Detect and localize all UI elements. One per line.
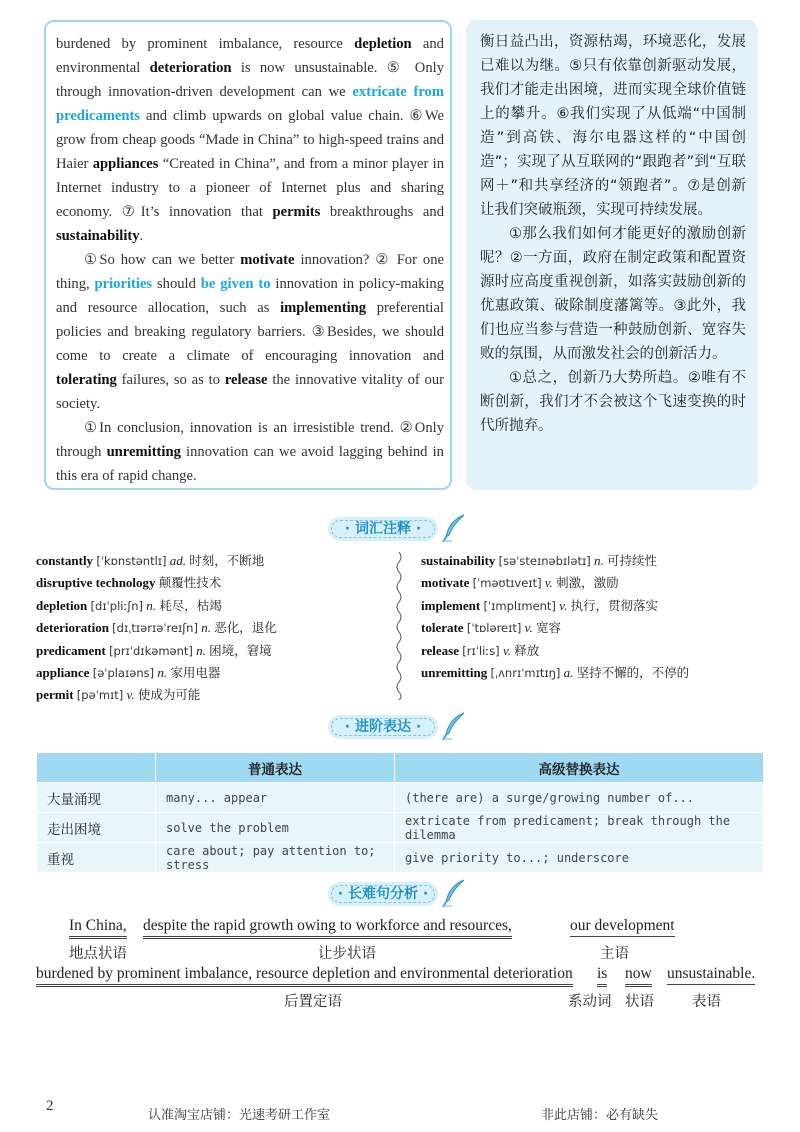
page-number: 2 — [46, 1098, 54, 1114]
vocab-part-of-speech: n. — [157, 664, 168, 680]
vocab-word: unremitting — [421, 664, 488, 680]
table-header-cell: 普通表达 — [156, 753, 395, 783]
text-run: is now unsustainable. ⑤ Only through innovation-driven development can we — [56, 60, 444, 100]
vocab-part-of-speech: a. — [563, 664, 574, 680]
table-cell: (there are) a surge/growing number of... — [395, 783, 764, 813]
vocab-meaning: 坚持不懈的，不停的 — [576, 664, 690, 680]
table-cell: many... appear — [156, 783, 395, 813]
text-run: innovation? ② For one thing, — [56, 252, 444, 292]
vocab-list-right — [421, 550, 781, 684]
table-header-cell — [37, 753, 156, 783]
sentence-segment-subject: our development — [570, 917, 675, 937]
bold-term: appliances — [92, 156, 159, 172]
vocab-meaning: 恶化，退化 — [214, 620, 277, 636]
vocab-meaning: 颠覆性技术 — [158, 575, 222, 591]
grammar-label: 表语 — [692, 994, 721, 1010]
text-run: “Created in China”, and from a minor player in Internet industry to a pioneer of Internet plus and sharing economy. ⑦It’s innovation that — [56, 156, 445, 220]
table-header-row — [37, 753, 764, 783]
text-run: should — [152, 276, 201, 292]
highlighted-phrase: extricate from predicaments — [56, 84, 445, 124]
english-paragraph-2 — [56, 248, 444, 416]
english-paragraph-3 — [56, 416, 444, 488]
feather-pen-icon — [440, 711, 468, 741]
feather-pen-icon — [440, 878, 468, 908]
vocab-phonetic: [pəˈmɪt] — [76, 688, 124, 703]
vocab-meaning: 使成为可能 — [137, 687, 201, 703]
sentence-heading-label: · 长难句分析 · — [328, 882, 438, 906]
chinese-paragraph-1: 衡日益凸出，资源枯竭，环境恶化，发展已难以为继。⑤只有依靠创新驱动发展，我们才能走出困境，进而实现全球价值链上的攀升。⑥我们实现了从低端“中国制造”到高铁、海尔电器这样的“中国创造”；实现了从互联网的“跟跑者”到“互联网＋”和共享经济的“领跑者”。⑦是创新让我们突破瓶颈，实现可持续发展。 — [480, 34, 746, 218]
text-run: and climb upwards on global value chain. ⑥We grow from cheap goods “Made in China” to high-speed trains and Haier — [56, 108, 444, 172]
vocab-word: constantly — [36, 553, 94, 568]
vocab-entry — [36, 595, 391, 617]
vocab-entry — [36, 640, 391, 662]
feather-pen-icon — [440, 513, 468, 543]
vocab-word: appliance — [36, 664, 90, 680]
chinese-paragraph-3: ①总之，创新乃大势所趋。②唯有不断创新，我们才不会被这个飞速变换的时代所抛弃。 — [480, 370, 746, 434]
sentence-segment-adverbial: now — [625, 965, 652, 987]
text-run: ①So how can we better — [84, 252, 241, 268]
text-run: preferential policies and breaking regulatory barriers. ③Besides, we should come to create a climate of encouraging innovation and — [56, 300, 444, 364]
vocab-entry — [36, 550, 391, 572]
table-cell: solve the problem — [156, 813, 395, 843]
english-passage-box — [44, 20, 452, 490]
sentence-segment-linking-verb: is — [597, 965, 607, 987]
bold-term: deterioration — [149, 60, 232, 76]
vocab-part-of-speech: ad. — [169, 553, 187, 568]
vocab-phonetic: [səˈsteɪnəbɪlətɪ] — [498, 554, 591, 568]
vocab-part-of-speech: v. — [559, 597, 568, 613]
text-run: innovation in policy-making and resource allocation, such as — [56, 276, 445, 316]
bold-term: unremitting — [106, 444, 181, 460]
bold-term: sustainability — [56, 228, 140, 244]
sentence-section-heading — [0, 880, 800, 908]
bold-term: permits — [272, 204, 321, 220]
sentence-segment-predicative: unsustainable. — [667, 965, 755, 985]
table-row — [37, 783, 764, 813]
vocab-phonetic: [ˌʌnrɪˈmɪtɪŋ] — [490, 665, 561, 680]
footer-left-note: 认准淘宝店铺：光速考研工作室 — [148, 1108, 331, 1123]
advanced-section-heading — [0, 713, 800, 741]
wavy-divider — [394, 552, 404, 700]
grammar-label: 主语 — [600, 946, 629, 962]
table-cell: 大量涌现 — [37, 783, 156, 813]
vocab-part-of-speech: n. — [146, 597, 156, 613]
vocab-list-left — [36, 550, 391, 707]
chinese-translation — [480, 30, 746, 438]
bold-term: motivate — [240, 252, 295, 268]
text-run: innovation can we avoid lagging behind in this era of rapid change. — [56, 444, 444, 484]
vocab-phonetic: [ˈməʊtɪveɪt] — [472, 576, 542, 591]
vocab-entry — [421, 640, 781, 662]
vocab-part-of-speech: v. — [544, 575, 553, 591]
vocab-entry — [36, 662, 391, 684]
vocab-word: implement — [421, 597, 481, 613]
vocab-part-of-speech: v. — [524, 620, 533, 636]
bold-term: tolerating — [56, 372, 117, 388]
vocab-phonetic: [dɪˌtɪərɪəˈreɪʃn] — [112, 621, 198, 636]
grammar-label: 地点状语 — [69, 946, 127, 962]
text-run: and environmental — [56, 36, 444, 76]
vocab-phonetic: [dɪˈpliːʃn] — [90, 598, 143, 613]
vocab-phonetic: [ˈkɒnstəntlɪ] — [96, 554, 167, 568]
vocab-meaning: 困境，窘境 — [209, 642, 272, 658]
vocab-phonetic: [əˈplaɪəns] — [92, 665, 155, 680]
english-paragraph-1 — [56, 32, 444, 248]
vocab-word: depletion — [36, 597, 88, 613]
bold-term: depletion — [354, 36, 412, 52]
vocab-part-of-speech: n. — [196, 642, 206, 658]
vocab-word: motivate — [421, 575, 470, 591]
chinese-paragraph-2: ①那么我们如何才能更好的激励创新呢？②一方面，政府在制定政策和配置资源时应高度重视创新，如落实鼓励创新的优惠政策、破除制度藩篱等。③此外，我们也应当参与营造一种鼓励创新、宽容失败的氛围，从而激发社会的创新活力。 — [480, 226, 746, 362]
text-run: breakthroughs and — [320, 204, 445, 220]
vocab-meaning: 可持续性 — [606, 553, 657, 568]
vocab-word: tolerate — [421, 620, 464, 636]
grammar-label: 后置定语 — [284, 994, 342, 1010]
sentence-segment-place-adverbial: In China, — [69, 917, 127, 939]
vocab-phonetic: [prɪˈdɪkəmənt] — [109, 643, 193, 658]
vocab-part-of-speech: n. — [593, 553, 604, 568]
vocab-word: deterioration — [36, 620, 109, 636]
vocab-part-of-speech: v. — [502, 642, 511, 658]
grammar-label: 让步状语 — [318, 946, 376, 962]
vocab-part-of-speech: n. — [201, 620, 211, 636]
table-header-cell: 高级替换表达 — [395, 753, 764, 783]
table-row — [37, 843, 764, 873]
vocab-meaning: 刺激，激励 — [556, 575, 619, 591]
vocab-entry — [421, 662, 781, 684]
vocab-word: predicament — [36, 642, 106, 658]
vocab-meaning: 耗尽，枯竭 — [159, 597, 222, 613]
table-cell: extricate from predicament; break through the dilemma — [395, 813, 764, 843]
text-run: failures, so as to — [116, 372, 225, 388]
vocab-word: permit — [36, 687, 74, 703]
vocab-word: disruptive technology — [36, 575, 156, 591]
table-cell: care about; pay attention to; stress — [156, 843, 395, 873]
grammar-label: 系动词 — [568, 994, 612, 1010]
sentence-segment-concessive-adverbial: despite the rapid growth owing to workforce and resources, — [143, 917, 512, 939]
vocab-entry — [421, 595, 781, 617]
vocab-part-of-speech: v. — [126, 687, 135, 703]
text-run: . — [139, 228, 144, 244]
vocab-meaning: 释放 — [514, 642, 540, 658]
table-row — [37, 813, 764, 843]
highlighted-phrase: priorities — [94, 276, 153, 292]
advanced-expressions-table — [36, 752, 764, 873]
text-run: the innovative vitality of our society. — [56, 372, 444, 412]
vocab-entry — [421, 572, 781, 594]
grammar-label: 状语 — [625, 994, 654, 1010]
vocab-word: sustainability — [421, 553, 496, 568]
vocab-section-heading — [0, 515, 800, 543]
footer-right-note: 非此店铺：必有缺失 — [541, 1108, 659, 1123]
vocab-phonetic: [ˈɪmplɪment] — [483, 598, 556, 613]
chinese-translation-box — [466, 20, 758, 490]
bold-term: implementing — [280, 300, 367, 316]
table-cell: give priority to...; underscore — [395, 843, 764, 873]
advanced-heading-label: · 进阶表达 · — [328, 715, 438, 739]
text-run: ①In conclusion, innovation is an irresistible trend. ②Only through — [56, 420, 444, 460]
text-run: burdened by prominent imbalance, resource — [56, 36, 355, 52]
vocab-phonetic: [ˈtɒləreɪt] — [466, 621, 522, 636]
vocab-entry — [421, 617, 781, 639]
bold-term: release — [224, 372, 268, 388]
vocab-entry — [36, 572, 391, 594]
vocab-entry — [36, 684, 391, 706]
vocab-meaning: 宽容 — [535, 620, 561, 636]
highlighted-phrase: be given to — [200, 276, 271, 292]
vocab-meaning: 时刻，不断地 — [189, 553, 265, 568]
vocab-heading-label: · 词汇注释 · — [328, 517, 438, 541]
vocab-meaning: 执行，贯彻落实 — [570, 597, 659, 613]
vocab-word: release — [421, 642, 460, 658]
vocab-entry — [36, 617, 391, 639]
vocab-entry — [421, 550, 781, 572]
vocab-phonetic: [rɪˈliːs] — [462, 643, 500, 658]
table-cell: 重视 — [37, 843, 156, 873]
table-cell: 走出困境 — [37, 813, 156, 843]
english-passage — [56, 32, 444, 488]
vocab-meaning: 家用电器 — [170, 664, 221, 680]
sentence-segment-postpositive-attributive: burdened by prominent imbalance, resource depletion and environmental deterioration — [36, 965, 573, 987]
